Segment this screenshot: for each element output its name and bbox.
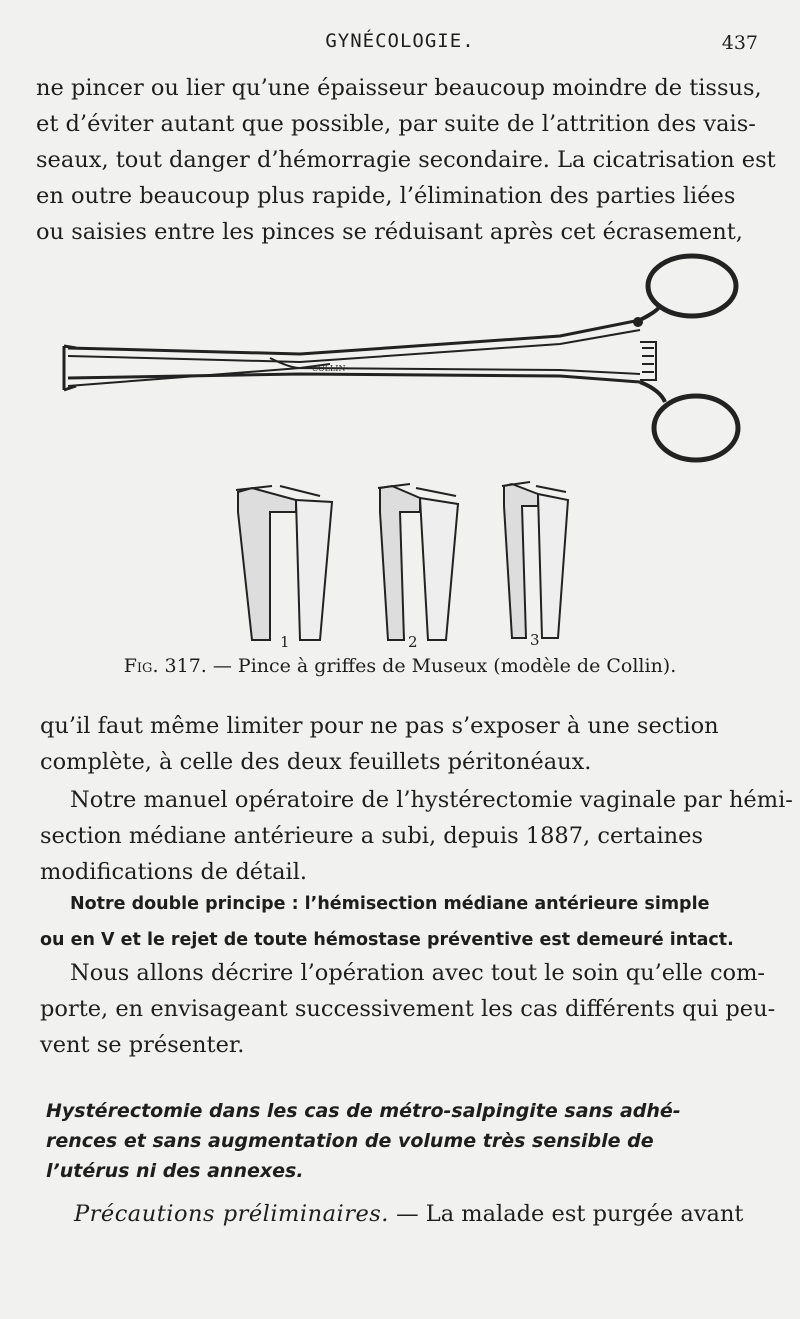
forceps-illustration xyxy=(0,250,800,650)
jaw-label-3: 3 xyxy=(530,631,540,649)
caption-text: — Pince à griffes de Museux (modèle de Collin). xyxy=(206,655,677,677)
text-line: modifications de détail. xyxy=(40,859,308,885)
text-line: complète, à celle des deux feuillets péritonéaux. xyxy=(40,749,592,775)
text-line: qu’il faut même limiter pour ne pas s’exposer à une section xyxy=(40,713,719,739)
sub-heading-line xyxy=(74,1196,766,1232)
page-header xyxy=(0,30,800,60)
section-heading xyxy=(46,1096,762,1186)
paragraph-4-bold xyxy=(40,886,764,958)
heading-line: l’utérus ni des annexes. xyxy=(46,1160,304,1182)
jaw-detail-2 xyxy=(378,484,458,640)
jaw-label-1: 1 xyxy=(280,633,290,650)
sub-heading-title: Précautions préliminaires. xyxy=(74,1201,389,1227)
text-line: ou en V et le rejet de toute hémostase préventive est demeuré intact. xyxy=(40,930,734,950)
text-line: Notre manuel opératoire de l’hystérectomie vaginale par hémi- xyxy=(70,787,793,813)
sub-heading xyxy=(74,1196,766,1232)
text-line: Nous allons décrire l’opération avec tout le soin qu’elle com- xyxy=(70,960,766,986)
text-line: en outre beaucoup plus rapide, l’élimination des parties liées xyxy=(36,183,736,209)
page-number: 437 xyxy=(721,32,758,54)
jaw-detail-3 xyxy=(502,482,568,638)
figure-317 xyxy=(0,250,800,650)
text-line: ou saisies entre les pinces se réduisant après cet écrasement, xyxy=(36,219,743,245)
text-line: section médiane antérieure a subi, depuis 1887, certaines xyxy=(40,823,704,849)
running-title: GYNÉCOLOGIE. xyxy=(325,30,475,52)
paragraph-2 xyxy=(40,708,764,780)
heading-line: rences et sans augmentation de volume très sensible de xyxy=(46,1130,654,1152)
heading-line: Hystérectomie dans les cas de métro-salpingite sans adhé- xyxy=(46,1100,681,1122)
paragraph-3 xyxy=(40,782,793,890)
text-line: et d’éviter autant que possible, par suite de l’attrition des vais- xyxy=(36,111,756,137)
long-forceps xyxy=(64,256,738,460)
engraved-mark: COLLIN xyxy=(312,364,346,373)
text-line: ne pincer ou lier qu’une épaisseur beaucoup moindre de tissus, xyxy=(36,75,762,101)
text-line: vent se présenter. xyxy=(40,1032,245,1058)
jaw-label-2: 2 xyxy=(408,633,418,650)
paragraph-1 xyxy=(36,70,776,250)
text-line: seaux, tout danger d’hémorragie secondaire. La cicatrisation est xyxy=(36,147,776,173)
text-line: porte, en envisageant successivement les cas différents qui peu- xyxy=(40,996,776,1022)
paragraph-5 xyxy=(40,955,776,1063)
figure-label: Fig. 317. xyxy=(123,655,207,677)
sub-heading-text: — La malade est purgée avant xyxy=(388,1201,744,1227)
text-line: Notre double principe : l’hémisection médiane antérieure simple xyxy=(70,894,710,914)
jaw-detail-1 xyxy=(236,486,332,640)
figure-caption xyxy=(0,655,800,677)
